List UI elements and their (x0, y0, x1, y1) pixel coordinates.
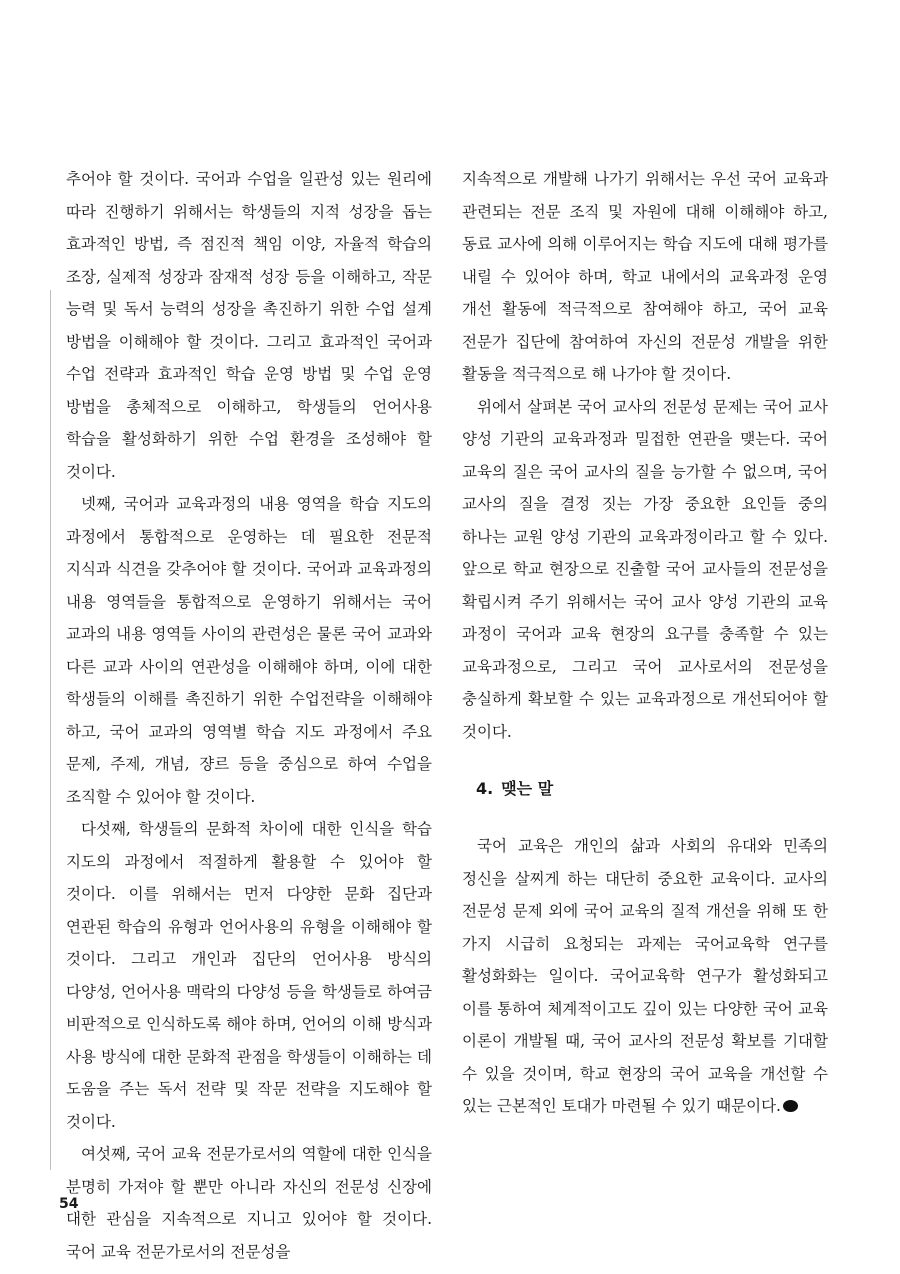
paragraph: 넷째, 국어과 교육과정의 내용 영역을 학습 지도의 과정에서 통합적으로 운영하는 데 필요한 전문적 지식과 식견을 갖추어야 할 것이다. 국어과 교육과정의 내용 영역들을 통합적으로 운영하기 위해서는 국어 교과의 내용 영역들 사이의 관련성은 물론 국어 교과와 다른 교과 사이의 연관성을 이해해야 하며, 이에 대한 학생들의 이해를 촉진하기 위한 수업전략을 이해해야 하고, 국어 교과의 영역별 학습 지도 과정에서 주요 문제, 주제, 개념, 쟝르 등을 중심으로 하여 수업을 조직할 수 있어야 할 것이다. (66, 495, 432, 806)
left-column (66, 163, 432, 1268)
right-column (462, 163, 828, 1123)
section-title: 맺는 말 (501, 779, 554, 798)
end-mark-icon (783, 1100, 798, 1112)
paragraph: 위에서 살펴본 국어 교사의 전문성 문제는 국어 교사 양성 기관의 교육과정과 밀접한 연관을 맺는다. 국어 교육의 질은 국어 교사의 질을 능가할 수 없으며, 국어 교사의 질을 결정 짓는 가장 중요한 요인들 중의 하나는 교원 양성 기관의 교육과정이라고 할 수 있다. 앞으로 학교 현장으로 진출할 국어 교사들의 전문성을 확립시켜 주기 위해서는 국어 교사 양성 기관의 교육 과정이 국어과 교육 현장의 요구를 충족할 수 있는 교육과정으로, 그리고 국어 교사로서의 전문성을 충실하게 확보할 수 있는 교육과정으로 개선되어야 할 것이다. (462, 397, 828, 741)
page-number: 54 (59, 1196, 79, 1212)
section-heading (462, 773, 828, 805)
paragraph: 지속적으로 개발해 나가기 위해서는 우선 국어 교육과 관련되는 전문 조직 및 자원에 대해 이해해야 하고, 동료 교사에 의해 이루어지는 학습 지도에 대해 평가를 내릴 수 있어야 하며, 학교 내에서의 교육과정 운영 개선 활동에 적극적으로 참여해야 하고, 국어 교육 전문가 집단에 참여하여 자신의 전문성 개발을 위한 활동을 적극적으로 해 나가야 할 것이다. (462, 170, 828, 383)
margin-rule (50, 290, 51, 1170)
paragraph: 여섯째, 국어 교육 전문가로서의 역할에 대한 인식을 분명히 가져야 할 뿐만 아니라 자신의 전문성 신장에 대한 관심을 지속적으로 지니고 있어야 할 것이다. 국어 교육 전문가로서의 전문성을 (66, 1145, 432, 1261)
section-body: 국어 교육은 개인의 삶과 사회의 유대와 민족의 정신을 살찌게 하는 대단히 중요한 교육이다. 교사의 전문성 문제 외에 국어 교육의 질적 개선을 위해 또 한 가지 시급히 요청되는 과제는 국어교육학 연구를 활성화화는 일이다. 국어교육학 연구가 활성화되고 이를 통하여 체계적이고도 깊이 있는 다양한 국어 교육 이론이 개발될 때, 국어 교사의 전문성 확보를 기대할 수 있을 것이며, 학교 현장의 국어 교육을 개선할 수 있는 근본적인 토대가 마련될 수 있기 때문이다. (462, 837, 828, 1115)
section-number: 4. (476, 779, 494, 798)
paragraph: 다섯째, 학생들의 문화적 차이에 대한 인식을 학습 지도의 과정에서 적절하게 활용할 수 있어야 할 것이다. 이를 위해서는 먼저 다양한 문화 집단과 연관된 학습의 유형과 언어사용의 유형을 이해해야 할 것이다. 그리고 개인과 집단의 언어사용 방식의 다양성, 언어사용 맥락의 다양성 등을 학생들로 하여금 비판적으로 인식하도록 해야 하며, 언어의 이해 방식과 사용 방식에 대한 문화적 관점을 학생들이 이해하는 데 도움을 주는 독서 전략 및 작문 전략을 지도해야 할 것이다. (66, 820, 432, 1131)
paragraph: 추어야 할 것이다. 국어과 수업을 일관성 있는 원리에 따라 진행하기 위해서는 학생들의 지적 성장을 돕는 효과적인 방법, 즉 점진적 책임 이양, 자율적 학습의 조장, 실제적 성장과 잠재적 성장 등을 이해하고, 작문 능력 및 독서 능력의 성장을 촉진하기 위한 수업 설계 방법을 이해해야 할 것이다. 그리고 효과적인 국어과 수업 전략과 효과적인 학습 운영 방법 및 수업 운영 방법을 총체적으로 이해하고, 학생들의 언어사용 학습을 활성화하기 위한 수업 환경을 조성해야 할 것이다. (66, 170, 432, 481)
section-paragraph (462, 830, 828, 1123)
